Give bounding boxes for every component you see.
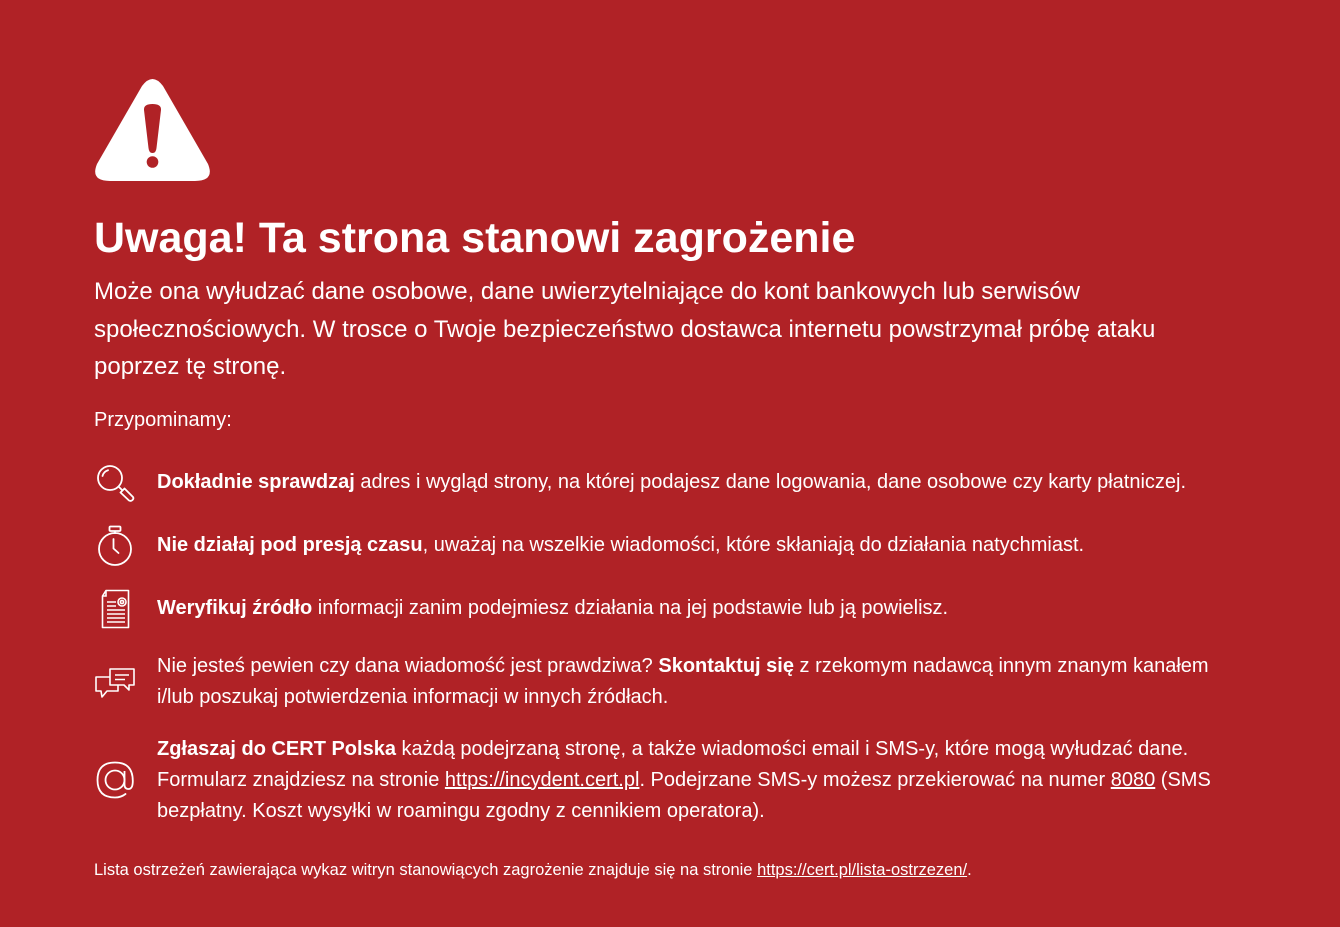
chat-bubbles-icon: [94, 661, 136, 703]
sms-number-link[interactable]: 8080: [1110, 768, 1156, 791]
tip-contact-sender: [94, 651, 1244, 713]
tip-report-cert: [94, 734, 1244, 827]
stopwatch-icon: [94, 525, 136, 567]
tip-text: Dokładnie sprawdzaj adres i wygląd strony, na której podajesz dane logowania, dane osobowe czy karty płatniczej.: [157, 471, 1187, 493]
warning-description: Może ona wyłudzać dane osobowe, dane uwierzytelniające do kont bankowych lub serwisów społecznościowych. W trosce o Twoje bezpieczeństwo dostawca internetu powstrzymał próbę ataku poprzez tę stronę.: [94, 278, 1156, 380]
incident-form-link[interactable]: https://incydent.cert.pl: [444, 768, 640, 791]
tip-check-carefully: [94, 462, 1244, 504]
reminder-label: Przypominamy:: [94, 408, 232, 431]
footer-note: Lista ostrzeżeń zawierająca wykaz witryn stanowiących zagrożenie znajduje się na stronie https://cert.pl/lista-ostrzezen/.: [94, 860, 972, 879]
tips-list: [94, 462, 1244, 827]
tip-verify-source: [94, 588, 1244, 630]
page-title: Uwaga! Ta strona stanowi zagrożenie: [94, 214, 856, 262]
warning-list-link[interactable]: https://cert.pl/lista-ostrzezen/: [757, 860, 968, 879]
tip-no-time-pressure: [94, 525, 1244, 567]
tip-text: Nie jesteś pewien czy dana wiadomość jest prawdziwa? Skontaktuj się z rzekomym nadawcą innym znanym kanałem i/lub poszukaj potwierdzenia informacji w innych źródłach.: [157, 654, 1209, 708]
tip-text: Nie działaj pod presją czasu, uważaj na wszelkie wiadomości, które skłaniają do działania natychmiast.: [157, 534, 1085, 556]
document-icon: [94, 588, 136, 630]
magnifier-icon: [94, 462, 136, 504]
warning-page: [94, 76, 1244, 881]
warning-triangle-icon: [94, 76, 211, 182]
at-sign-icon: [94, 759, 136, 801]
tip-text: Zgłaszaj do CERT Polska każdą podejrzaną stronę, a także wiadomości email i SMS-y, które mogą wyłudzać dane. Formularz znajdziesz na stronie https://incydent.cert.pl. Podejrzane SMS-y możesz przekierować na numer 8080 (SMS bezpłatny. Koszt wysyłki w roamingu zgodny z cennikiem operatora).: [157, 737, 1211, 822]
tip-text: Weryfikuj źródło informacji zanim podejmiesz działania na jej podstawie lub ją powielisz.: [157, 597, 949, 619]
